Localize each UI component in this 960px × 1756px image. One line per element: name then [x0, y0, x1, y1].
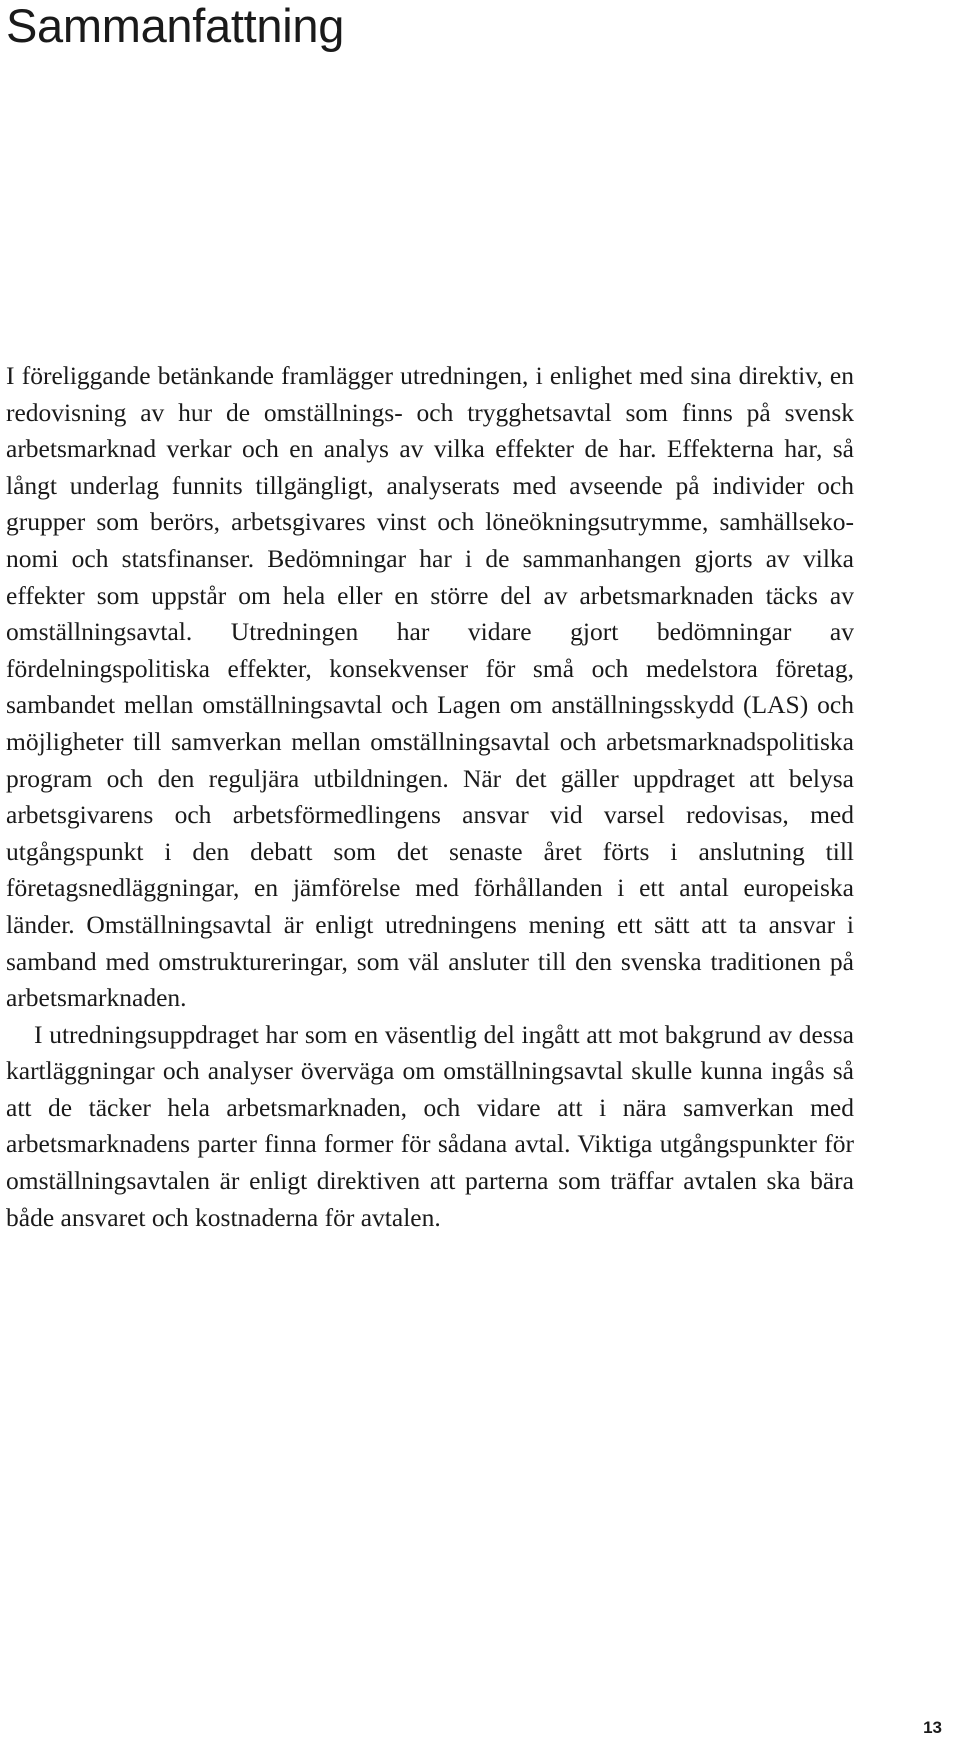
page-title: Sammanfattning: [6, 0, 345, 52]
paragraph-1: I föreliggande betänkande framlägger utredningen, i enlighet med sina direktiv, en redovisning av hur de omställnings- och trygghetsavtal som finns på svensk arbetsmarknad verkar och en analys av vilka effekter de har. Effekterna har, så långt underlag funnits tillgängligt, analyserats med avseende på individer och grupper som berörs, arbetsgivares vinst och löneökningsutrymme, samhällsekonomi och statsfinanser. Bedömningar har i de sammanhangen gjorts av vilka effekter som uppstår om hela eller en större del av arbetsmarknaden täcks av omställningsavtal. Utredningen har vidare gjort bedömningar av fördelningspolitiska effekter, konsekvenser för små och medelstora företag, sambandet mellan omställningsavtal och Lagen om anställningsskydd (LAS) och möjligheter till samverkan mellan omställningsavtal och arbetsmarknadspolitiska program och den reguljära utbildningen. När det gäller uppdraget att belysa arbetsgivarens och arbetsförmedlingens ansvar vid varsel redovisas, med utgångspunkt i den debatt som det senaste året förts i anslutning till företagsnedläggningar, en jämförelse med förhållanden i ett antal europeiska länder. Omställningsavtal är enligt utredningens mening ett sätt att ta ansvar i samband med omstruktureringar, som väl ansluter till den svenska traditionen på arbetsmarknaden.: [6, 361, 854, 1013]
paragraph-2: I utredningsuppdraget har som en väsentlig del ingått att mot bakgrund av dessa kartläggningar och analyser överväga om omställningsavtal skulle kunna ingås så att de täcker hela arbetsmarknaden, och vidare att i nära samverkan med arbetsmarknadens parter finna former för sådana avtal. Viktiga utgångspunkter för omställningsavtalen är enligt direktiven att parterna som träffar avtalen ska bära både ansvaret och kostnaderna för avtalen.: [6, 1019, 854, 1232]
body-text: [6, 358, 854, 1236]
page-number: 13: [923, 1718, 942, 1737]
